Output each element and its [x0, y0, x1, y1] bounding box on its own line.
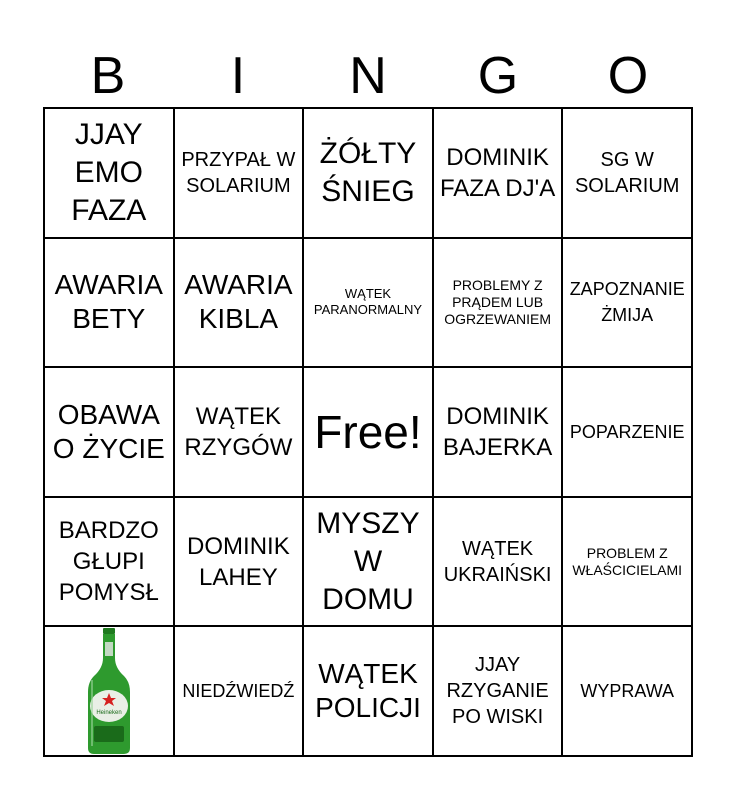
bingo-cell-9[interactable]: PROBLEMY Z PRĄDEM LUB OGRZEWANIEM — [433, 238, 563, 368]
bingo-cell-19[interactable]: WĄTEK UKRAIŃSKI — [433, 497, 563, 627]
header-letter-o: O — [607, 47, 649, 105]
bingo-cell-7[interactable]: AWARIA KIBLA — [174, 238, 304, 368]
bingo-cell-8[interactable]: WĄTEK PARANORMALNY — [303, 238, 433, 368]
bingo-cell-17[interactable]: DOMINIK LAHEY — [174, 497, 304, 627]
header-letter-b: B — [90, 47, 126, 105]
bingo-cell-11[interactable]: OBAWA O ŻYCIE — [44, 367, 174, 497]
bingo-cell-6[interactable]: AWARIA BETY — [44, 238, 174, 368]
bingo-cell-4[interactable]: DOMINIK FAZA DJ'A — [433, 108, 563, 238]
bingo-cell-14[interactable]: DOMINIK BAJERKA — [433, 367, 563, 497]
bingo-cell-16[interactable]: BARDZO GŁUPI POMYSŁ — [44, 497, 174, 627]
bingo-cell-25[interactable]: WYPRAWA — [562, 626, 692, 756]
bingo-cell-22[interactable]: NIEDŹWIEDŹ — [174, 626, 304, 756]
bingo-cell-18[interactable]: MYSZY W DOMU — [303, 497, 433, 627]
bingo-cell-3[interactable]: ŻÓŁTY ŚNIEG — [303, 108, 433, 238]
bingo-cell-12[interactable]: WĄTEK RZYGÓW — [174, 367, 304, 497]
bingo-cell-15[interactable]: POPARZENIE — [562, 367, 692, 497]
bingo-grid — [43, 107, 693, 757]
bingo-cell-23[interactable]: WĄTEK POLICJI — [303, 626, 433, 756]
header-letter-n: N — [349, 47, 387, 105]
bingo-cell-2[interactable]: PRZYPAŁ W SOLARIUM — [174, 108, 304, 238]
header-letter-g: G — [477, 47, 519, 105]
bingo-cell-free[interactable]: Free! — [303, 367, 433, 497]
bingo-header — [43, 44, 693, 108]
beer-brand-text: Heineken — [96, 710, 122, 717]
bingo-cell-5[interactable]: SG W SOLARIUM — [562, 108, 692, 238]
bingo-cell-21[interactable] — [44, 626, 174, 756]
bingo-cell-1[interactable]: JJAY EMO FAZA — [44, 108, 174, 238]
header-letter-i: I — [230, 47, 246, 105]
bingo-cell-10[interactable]: ZAPOZNANIE ŻMIJA — [562, 238, 692, 368]
bingo-cell-24[interactable]: JJAY RZYGANIE PO WISKI — [433, 626, 563, 756]
beer-bottle-icon — [86, 628, 132, 754]
bingo-cell-20[interactable]: PROBLEM Z WŁAŚCICIELAMI — [562, 497, 692, 627]
